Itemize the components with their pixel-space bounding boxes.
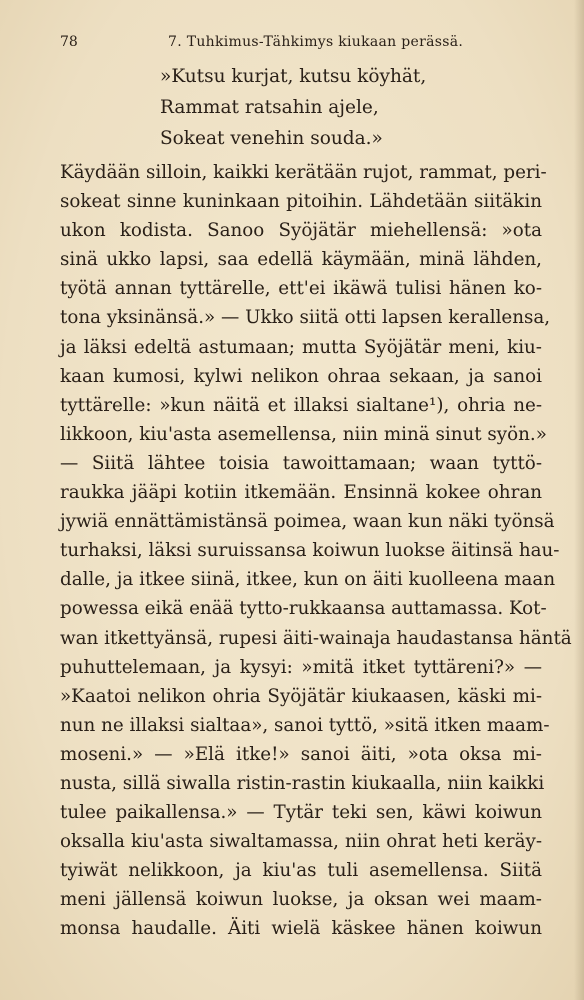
text-line: jywiä ennättämistänsä poimea, waan kun näki työnsä	[60, 511, 555, 533]
verse-line: Rammat ratsahin ajele,	[160, 97, 379, 118]
text-line: — Siitä lähtee toisia tawoittamaan; waan tyttö-	[60, 452, 542, 474]
text-line: moseni.» — »Elä itke!» sanoi äiti, »ota oksa mi-	[60, 743, 542, 765]
text-line: likkoon, kiu'asta asemellensa, niin minä sinut syön.»	[60, 423, 547, 445]
text-line: meni jällensä koiwun luokse, ja oksan wei maam-	[60, 889, 542, 911]
text-line: sokeat sinne kuninkaan pitoihin. Lähdetään siitäkin	[60, 191, 542, 213]
text-line: ja läksi edeltä astumaan; mutta Syöjätär meni, kiu-	[60, 336, 542, 358]
text-line: tona yksinänsä.» — Ukko siitä otti lapsen kerallensa,	[60, 307, 551, 329]
page-spine-shadow	[574, 0, 584, 1000]
body-text	[60, 158, 572, 944]
text-line: oksalla kiu'asta siwaltamassa, niin ohrat heti keräy-	[60, 831, 542, 853]
text-line: kaan kumosi, kylwi nelikon ohraa sekaan, ja sanoi	[60, 365, 542, 387]
text-line: työtä annan tyttärelle, ett'ei ikäwä tulisi hänen ko-	[60, 278, 542, 300]
text-line: nun ne illaksi sialtaa», sanoi tyttö, »sitä itken maam-	[60, 714, 550, 736]
text-line: tulee paikallensa.» — Tytär teki sen, käwi koiwun	[60, 802, 542, 824]
verse-line: Sokeat venehin souda.»	[160, 128, 383, 149]
text-line: ukon kodista. Sanoo Syöjätär miehellensä: »ota	[60, 220, 542, 242]
text-line: wan itkettyänsä, rupesi äiti-wainaja haudastansa häntä	[60, 627, 572, 649]
text-line: powessa eikä enää tytto-rukkaansa auttamassa. Kot-	[60, 598, 547, 620]
text-line: tyttärelle: »kun näitä et illaksi sialtane¹), ohria ne-	[60, 394, 542, 416]
running-title: 7. Tuhkimus-Tähkimys kiukaan perässä.	[168, 34, 464, 50]
text-line: puhuttelemaan, ja kysyi: »mitä itket tyttäreni?» —	[60, 656, 542, 678]
text-line: monsa haudalle. Äiti wielä käskee hänen koiwun	[60, 918, 542, 940]
text-line: dalle, ja itkee siinä, itkee, kun on äiti kuolleena maan	[60, 569, 556, 591]
page-number: 78	[60, 34, 78, 50]
text-line: sinä ukko lapsi, saa edellä käymään, minä lähden,	[60, 249, 542, 271]
page-header	[60, 34, 540, 56]
text-line: turhaksi, läksi suruissansa koiwun luokse äitinsä hau-	[60, 540, 560, 562]
text-line: Käydään silloin, kaikki kerätään rujot, rammat, peri-	[60, 162, 547, 183]
text-line: nusta, sillä siwalla ristin-rastin kiukaalla, niin kaikki	[60, 772, 545, 794]
verse-line: »Kutsu kurjat, kutsu köyhät,	[160, 66, 427, 87]
text-line: raukka jääpi kotiin itkemään. Ensinnä kokee ohran	[60, 482, 542, 504]
text-line: tyiwät nelikkoon, ja kiu'as tuli asemellensa. Siitä	[60, 860, 542, 882]
text-line: »Kaatoi nelikon ohria Syöjätär kiukaasen, käski mi-	[60, 685, 542, 707]
